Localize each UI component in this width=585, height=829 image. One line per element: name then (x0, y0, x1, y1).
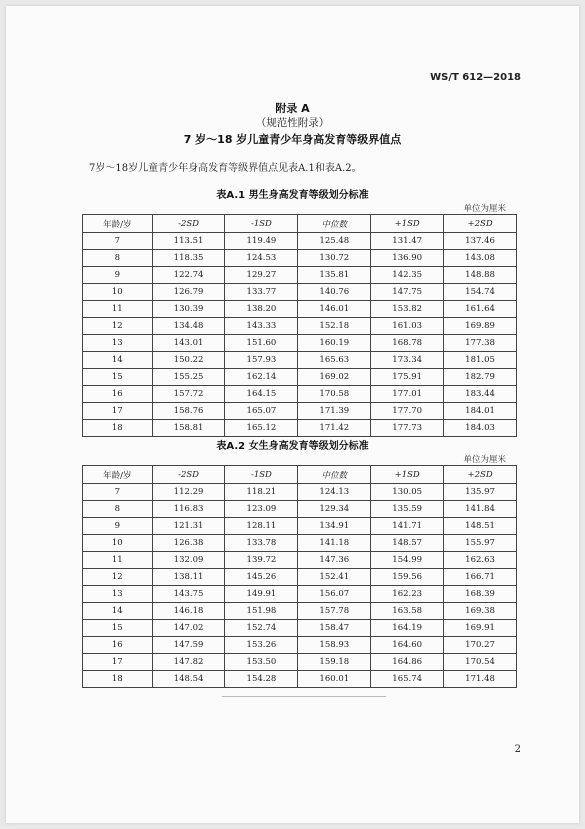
table-cell: 169.38 (444, 603, 517, 620)
table-cell: 165.74 (371, 671, 444, 688)
table-cell: 12 (83, 569, 153, 586)
table-cell: 112.29 (152, 484, 225, 501)
table-cell: 161.03 (371, 318, 444, 335)
table-cell: 145.26 (225, 569, 298, 586)
table-cell: 143.01 (152, 335, 225, 352)
table-row (83, 569, 517, 586)
table-cell: 154.28 (225, 671, 298, 688)
table-row (83, 518, 517, 535)
table-cell: 13 (83, 586, 153, 603)
table-cell: 126.79 (152, 284, 225, 301)
column-header: 年龄/岁 (83, 215, 153, 233)
table-cell: 121.31 (152, 518, 225, 535)
table-cell: 136.90 (371, 250, 444, 267)
table-cell: 14 (83, 603, 153, 620)
table-cell: 130.05 (371, 484, 444, 501)
standard-code: WS/T 612—2018 (430, 72, 521, 83)
table-row (83, 654, 517, 671)
table-cell: 170.58 (298, 386, 371, 403)
table-cell: 157.72 (152, 386, 225, 403)
table-cell: 138.11 (152, 569, 225, 586)
table-cell: 170.27 (444, 637, 517, 654)
table-cell: 164.19 (371, 620, 444, 637)
table-cell: 173.34 (371, 352, 444, 369)
table-cell: 159.18 (298, 654, 371, 671)
column-header: +2SD (444, 215, 517, 233)
column-header: 中位数 (298, 466, 371, 484)
table-cell: 177.70 (371, 403, 444, 420)
column-header: -1SD (225, 466, 298, 484)
table-cell: 181.05 (444, 352, 517, 369)
table-cell: 164.60 (371, 637, 444, 654)
table-cell: 9 (83, 518, 153, 535)
table-cell: 147.75 (371, 284, 444, 301)
table-cell: 10 (83, 284, 153, 301)
table-cell: 131.47 (371, 233, 444, 250)
table-cell: 130.39 (152, 301, 225, 318)
table-a2-unit: 单位为厘米 (463, 455, 506, 465)
table-cell: 155.25 (152, 369, 225, 386)
footnote-separator (222, 696, 386, 697)
table-cell: 118.21 (225, 484, 298, 501)
appendix-heading: 7 岁～18 岁儿童青少年身高发育等级界值点 (183, 133, 402, 146)
table-cell: 124.53 (225, 250, 298, 267)
table-cell: 183.44 (444, 386, 517, 403)
table-cell: 158.81 (152, 420, 225, 437)
table-cell: 177.73 (371, 420, 444, 437)
table-row (83, 301, 517, 318)
table-cell: 150.22 (152, 352, 225, 369)
table-cell: 118.35 (152, 250, 225, 267)
table-cell: 128.11 (225, 518, 298, 535)
table-cell: 162.23 (371, 586, 444, 603)
table-cell: 165.63 (298, 352, 371, 369)
table-row (83, 335, 517, 352)
table-cell: 141.71 (371, 518, 444, 535)
table-cell: 143.33 (225, 318, 298, 335)
table-cell: 147.02 (152, 620, 225, 637)
table-cell: 142.35 (371, 267, 444, 284)
table-cell: 184.03 (444, 420, 517, 437)
intro-paragraph: 7岁～18岁儿童青少年身高发育等级界值点见表A.1和表A.2。 (89, 163, 362, 174)
table-cell: 135.97 (444, 484, 517, 501)
table-row (83, 250, 517, 267)
column-header: -2SD (152, 215, 225, 233)
table-cell: 133.78 (225, 535, 298, 552)
table-cell: 162.14 (225, 369, 298, 386)
table-row (83, 386, 517, 403)
table-cell: 164.15 (225, 386, 298, 403)
table-cell: 158.93 (298, 637, 371, 654)
table-cell: 148.54 (152, 671, 225, 688)
table-cell: 177.38 (444, 335, 517, 352)
table-cell: 158.76 (152, 403, 225, 420)
table-cell: 139.72 (225, 552, 298, 569)
column-header: -2SD (152, 466, 225, 484)
table-cell: 8 (83, 250, 153, 267)
table-cell: 15 (83, 369, 153, 386)
table-row (83, 318, 517, 335)
table-cell: 165.07 (225, 403, 298, 420)
table-cell: 171.42 (298, 420, 371, 437)
table-cell: 15 (83, 620, 153, 637)
table-cell: 154.99 (371, 552, 444, 569)
table-cell: 135.81 (298, 267, 371, 284)
table-cell: 182.79 (444, 369, 517, 386)
table-row (83, 603, 517, 620)
table-cell: 157.93 (225, 352, 298, 369)
column-header: +1SD (371, 215, 444, 233)
table-cell: 135.59 (371, 501, 444, 518)
page-number: 2 (514, 744, 521, 755)
table-row (83, 284, 517, 301)
table-cell: 162.63 (444, 552, 517, 569)
table-cell: 157.78 (298, 603, 371, 620)
table-a1-caption: 表A.1 男生身高发育等级划分标准 (216, 190, 369, 201)
table-cell: 133.77 (225, 284, 298, 301)
table-cell: 119.49 (225, 233, 298, 250)
column-header: -1SD (225, 215, 298, 233)
table-cell: 18 (83, 420, 153, 437)
table-row (83, 501, 517, 518)
table-cell: 149.91 (225, 586, 298, 603)
table-cell: 156.07 (298, 586, 371, 603)
table-row (83, 352, 517, 369)
column-header: +2SD (444, 466, 517, 484)
table-cell: 7 (83, 484, 153, 501)
table-cell: 11 (83, 552, 153, 569)
table-cell: 130.72 (298, 250, 371, 267)
table-cell: 152.41 (298, 569, 371, 586)
table-row (83, 620, 517, 637)
table-cell: 116.83 (152, 501, 225, 518)
table-cell: 141.84 (444, 501, 517, 518)
table-row (83, 267, 517, 284)
table-row (83, 552, 517, 569)
table-cell: 169.89 (444, 318, 517, 335)
table-cell: 184.01 (444, 403, 517, 420)
table-cell: 16 (83, 637, 153, 654)
table-cell: 159.56 (371, 569, 444, 586)
table-cell: 147.36 (298, 552, 371, 569)
table-row (83, 637, 517, 654)
table-cell: 175.91 (371, 369, 444, 386)
table-cell: 171.48 (444, 671, 517, 688)
table-cell: 168.78 (371, 335, 444, 352)
table-cell: 166.71 (444, 569, 517, 586)
table-cell: 165.12 (225, 420, 298, 437)
table-cell: 152.74 (225, 620, 298, 637)
table-a2 (82, 465, 517, 688)
table-cell: 146.01 (298, 301, 371, 318)
table-cell: 170.54 (444, 654, 517, 671)
table-cell: 124.13 (298, 484, 371, 501)
table-cell: 122.74 (152, 267, 225, 284)
table-a2-caption: 表A.2 女生身高发育等级划分标准 (216, 441, 369, 452)
table-cell: 13 (83, 335, 153, 352)
table-row (83, 671, 517, 688)
table-cell: 147.59 (152, 637, 225, 654)
table-cell: 151.98 (225, 603, 298, 620)
table-cell: 11 (83, 301, 153, 318)
table-cell: 134.91 (298, 518, 371, 535)
table-cell: 148.51 (444, 518, 517, 535)
column-header: +1SD (371, 466, 444, 484)
table-cell: 134.48 (152, 318, 225, 335)
table-cell: 158.47 (298, 620, 371, 637)
table-cell: 123.09 (225, 501, 298, 518)
table-cell: 14 (83, 352, 153, 369)
table-cell: 163.58 (371, 603, 444, 620)
document-page (6, 6, 579, 823)
table-cell: 143.08 (444, 250, 517, 267)
table-cell: 18 (83, 671, 153, 688)
table-cell: 171.39 (298, 403, 371, 420)
table-cell: 17 (83, 654, 153, 671)
table-cell: 113.51 (152, 233, 225, 250)
table-row (83, 369, 517, 386)
table-cell: 153.82 (371, 301, 444, 318)
table-cell: 161.64 (444, 301, 517, 318)
table-cell: 143.75 (152, 586, 225, 603)
table-header-row (83, 466, 517, 484)
table-row (83, 535, 517, 552)
table-row (83, 586, 517, 603)
table-cell: 8 (83, 501, 153, 518)
table-cell: 129.34 (298, 501, 371, 518)
column-header: 中位数 (298, 215, 371, 233)
table-cell: 160.01 (298, 671, 371, 688)
column-header: 年龄/岁 (83, 466, 153, 484)
table-cell: 138.20 (225, 301, 298, 318)
table-cell: 12 (83, 318, 153, 335)
table-cell: 169.91 (444, 620, 517, 637)
table-cell: 160.19 (298, 335, 371, 352)
table-cell: 177.01 (371, 386, 444, 403)
table-cell: 126.38 (152, 535, 225, 552)
table-cell: 7 (83, 233, 153, 250)
table-a1-unit: 单位为厘米 (463, 204, 506, 214)
table-cell: 169.02 (298, 369, 371, 386)
table-cell: 141.18 (298, 535, 371, 552)
table-header-row (83, 215, 517, 233)
table-cell: 164.86 (371, 654, 444, 671)
table-cell: 147.82 (152, 654, 225, 671)
table-cell: 9 (83, 267, 153, 284)
table-cell: 151.60 (225, 335, 298, 352)
table-cell: 129.27 (225, 267, 298, 284)
table-row (83, 403, 517, 420)
table-cell: 17 (83, 403, 153, 420)
table-cell: 146.18 (152, 603, 225, 620)
table-cell: 10 (83, 535, 153, 552)
table-cell: 125.48 (298, 233, 371, 250)
table-a1 (82, 214, 517, 437)
table-cell: 148.88 (444, 267, 517, 284)
table-cell: 153.50 (225, 654, 298, 671)
appendix-title: 附录 A (275, 102, 310, 115)
table-cell: 154.74 (444, 284, 517, 301)
table-cell: 140.76 (298, 284, 371, 301)
table-cell: 16 (83, 386, 153, 403)
table-cell: 148.57 (371, 535, 444, 552)
table-cell: 168.39 (444, 586, 517, 603)
appendix-subtitle: （规范性附录） (255, 117, 330, 129)
table-row (83, 484, 517, 501)
table-row (83, 233, 517, 250)
table-cell: 137.46 (444, 233, 517, 250)
table-row (83, 420, 517, 437)
table-cell: 132.09 (152, 552, 225, 569)
table-cell: 152.18 (298, 318, 371, 335)
table-cell: 155.97 (444, 535, 517, 552)
table-cell: 153.26 (225, 637, 298, 654)
